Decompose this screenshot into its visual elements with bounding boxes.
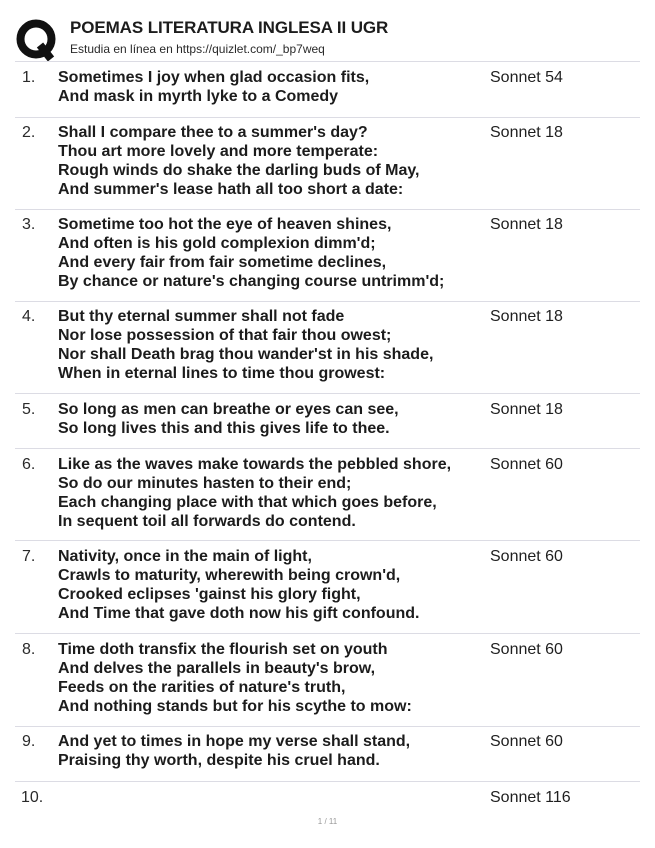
item-term — [58, 400, 399, 438]
item-number: 2. — [22, 124, 36, 141]
term-line: Thou art more lovely and more temperate: — [58, 143, 379, 160]
divider — [15, 633, 640, 634]
term-line: Nativity, once in the main of light, — [58, 548, 312, 565]
term-line: Crooked eclipses 'gainst his glory fight, — [58, 586, 361, 603]
item-definition: Sonnet 60 — [490, 641, 563, 658]
term-line: And often is his gold complexion dimm'd; — [58, 235, 376, 252]
term-line: And summer's lease hath all too short a date: — [58, 181, 404, 198]
term-line: So long lives this and this gives life to thee. — [58, 420, 390, 437]
item-term — [58, 215, 444, 291]
item-definition: Sonnet 18 — [490, 216, 563, 233]
item-number: 5. — [22, 401, 36, 418]
term-line: Nor shall Death brag thou wander'st in his shade, — [58, 346, 434, 363]
item-number: 3. — [22, 216, 36, 233]
term-line: Nor lose possession of that fair thou owest; — [58, 327, 392, 344]
item-definition: Sonnet 18 — [490, 308, 563, 325]
item-definition: Sonnet 60 — [490, 456, 563, 473]
page-subtitle: Estudia en línea en https://quizlet.com/_bp7weq — [70, 42, 325, 56]
term-line: Praising thy worth, despite his cruel hand. — [58, 752, 380, 769]
term-line: Like as the waves make towards the pebbled shore, — [58, 456, 452, 473]
item-term — [58, 732, 410, 770]
term-line: So do our minutes hasten to their end; — [58, 475, 352, 492]
term-line: And yet to times in hope my verse shall stand, — [58, 733, 411, 750]
item-definition: Sonnet 116 — [490, 789, 571, 806]
term-line: Sometime too hot the eye of heaven shines, — [58, 216, 392, 233]
item-number: 10. — [21, 789, 44, 806]
quizlet-logo-icon — [16, 19, 58, 61]
term-line: So long as men can breathe or eyes can see, — [58, 401, 399, 418]
divider — [15, 61, 640, 62]
page-number: 1 / 11 — [317, 817, 338, 826]
divider — [15, 301, 640, 302]
divider — [15, 117, 640, 118]
divider — [15, 726, 640, 727]
term-line: When in eternal lines to time thou growest: — [58, 365, 386, 382]
item-number: 9. — [22, 733, 36, 750]
item-term — [58, 640, 412, 716]
item-number: 1. — [22, 69, 36, 86]
divider — [15, 781, 640, 782]
divider — [15, 393, 640, 394]
term-line: Crawls to maturity, wherewith being crown'd, — [58, 567, 401, 584]
item-number: 6. — [22, 456, 36, 473]
term-line: Shall I compare thee to a summer's day? — [58, 124, 368, 141]
term-line: Time doth transfix the flourish set on youth — [58, 641, 388, 658]
divider — [15, 209, 640, 210]
divider — [15, 540, 640, 541]
item-definition: Sonnet 18 — [490, 124, 563, 141]
term-line: Sometimes I joy when glad occasion fits, — [58, 69, 370, 86]
item-term — [58, 547, 419, 623]
term-line: And delves the parallels in beauty's brow, — [58, 660, 376, 677]
term-line: And every fair from fair sometime declines, — [58, 254, 387, 271]
item-number: 4. — [22, 308, 36, 325]
term-line: Each changing place with that which goes before, — [58, 494, 437, 511]
term-line: Rough winds do shake the darling buds of May, — [58, 162, 420, 179]
term-line: And Time that gave doth now his gift confound. — [58, 605, 420, 622]
item-term — [58, 307, 433, 383]
term-line: And nothing stands but for his scythe to mow: — [58, 698, 412, 715]
item-number: 8. — [22, 641, 36, 658]
item-term — [58, 455, 451, 531]
item-term — [58, 123, 420, 199]
page-header — [15, 16, 640, 60]
page-title: POEMAS LITERATURA INGLESA II UGR — [70, 18, 389, 37]
item-definition: Sonnet 54 — [490, 69, 563, 86]
term-line: In sequent toil all forwards do contend. — [58, 513, 356, 530]
item-term — [58, 68, 369, 106]
term-line: Feeds on the rarities of nature's truth, — [58, 679, 346, 696]
item-definition: Sonnet 60 — [490, 733, 563, 750]
term-line: And mask in myrth lyke to a Comedy — [58, 88, 339, 105]
term-line: But thy eternal summer shall not fade — [58, 308, 345, 325]
divider — [15, 448, 640, 449]
item-definition: Sonnet 60 — [490, 548, 563, 565]
item-definition: Sonnet 18 — [490, 401, 563, 418]
item-number: 7. — [22, 548, 36, 565]
term-line: By chance or nature's changing course untrimm'd; — [58, 273, 445, 290]
